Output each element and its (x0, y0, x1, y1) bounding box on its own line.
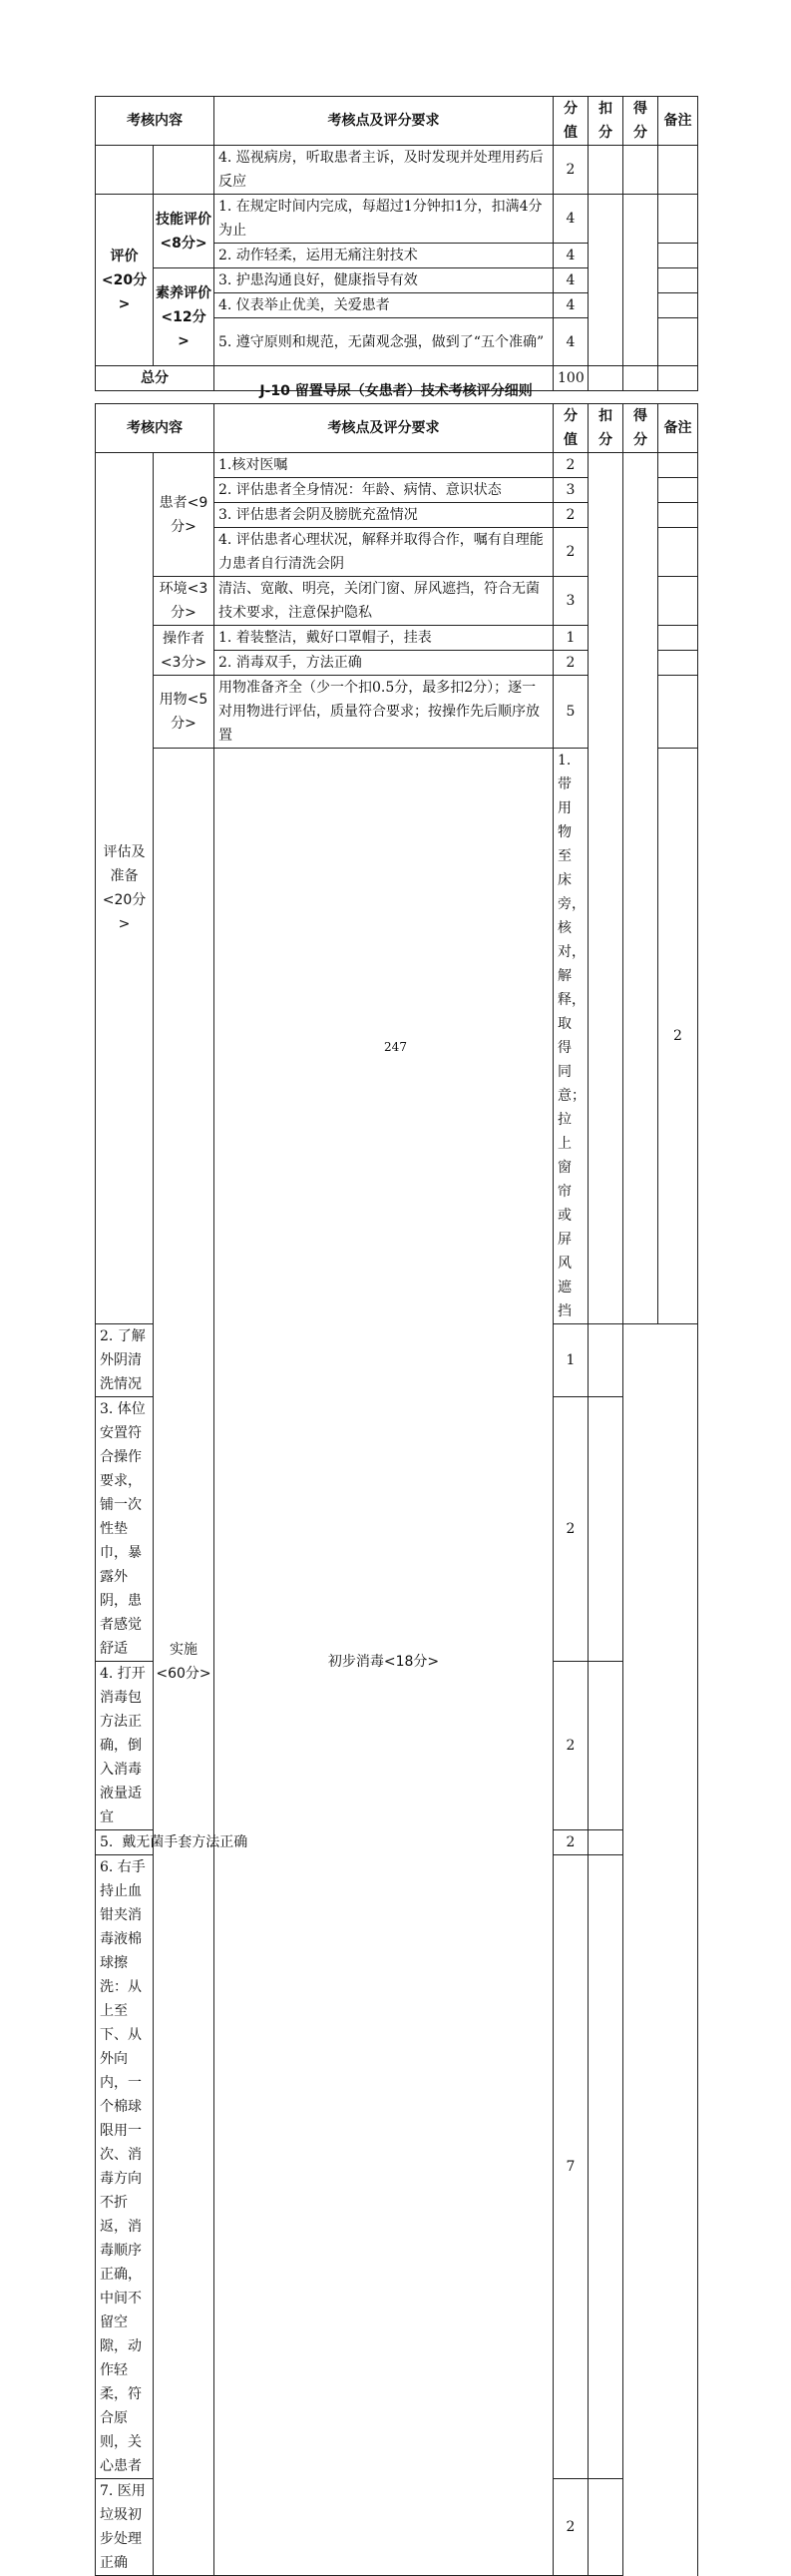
score-value: 4 (554, 268, 589, 293)
scoring-table (95, 403, 698, 2576)
score-value: 2 (658, 749, 698, 1324)
skill-group-label: 技能评价<8分> (154, 195, 214, 268)
requirement-text: 5. 遵守原则和规范，无菌观念强，做到了“五个准确” (214, 318, 554, 366)
requirement-text: 1. 着装整洁，戴好口罩帽子，挂表 (214, 626, 554, 651)
requirement-text: 4. 打开消毒包方法正确，倒入消毒液量适宜 (96, 1662, 154, 1830)
operator-group-label: 操作者<3分> (154, 626, 214, 676)
score-value: 2 (554, 1830, 589, 1855)
score-value: 1 (554, 626, 589, 651)
requirement-text: 6. 右手持止血钳夹消毒液棉球擦洗：从上至下、从外向内，一个棉球限用一次、消毒方向不折返，消毒顺序正确，中间不留空隙，动作轻柔，符合原则，关心患者 (96, 1855, 154, 2479)
header-deduct: 扣分 (589, 97, 623, 146)
requirement-text: 4. 评估患者心理状况，解释并取得合作，嘱有自理能力患者自行清洗会阴 (214, 528, 554, 577)
total-score: 100 (554, 366, 589, 391)
score-value: 4 (554, 244, 589, 268)
impl-group-label: 实施<60分> (154, 749, 214, 2576)
header-points: 考核点及评分要求 (214, 404, 554, 453)
prep-group-label: 评估及准备<20分> (96, 453, 154, 1324)
score-value: 2 (554, 1397, 589, 1662)
score-value: 2 (554, 528, 589, 577)
scoring-table-continued (95, 96, 698, 391)
score-value: 2 (554, 146, 589, 195)
requirement-text: 2. 了解外阴清洗情况 (96, 1324, 154, 1397)
requirement-text: 3. 体位安置符合操作要求，铺一次性垫巾，暴露外阴，患者感觉舒适 (96, 1397, 154, 1662)
score-value: 3 (554, 577, 589, 626)
header-deduct: 扣分 (589, 404, 623, 453)
requirement-text: 用物准备齐全（少一个扣0.5分，最多扣2分）；逐一对用物进行评估，质量符合要求；按操作先后顺序放置 (214, 676, 554, 749)
requirement-text: 4. 巡视病房，听取患者主诉，及时发现并处理用药后反应 (214, 146, 554, 195)
requirement-text: 清洁、宽敞、明亮，关闭门窗、屏风遮挡，符合无菌技术要求，注意保护隐私 (214, 577, 554, 626)
header-note: 备注 (658, 97, 698, 146)
header-score: 分值 (554, 97, 589, 146)
score-value: 1 (554, 1324, 589, 1397)
requirement-text: 2. 动作轻柔，运用无痛注射技术 (214, 244, 554, 268)
requirement-text: 3. 评估患者会阴及膀胱充盈情况 (214, 503, 554, 528)
requirement-text: 2. 消毒双手，方法正确 (214, 651, 554, 676)
score-value: 4 (554, 195, 589, 244)
score-value: 5 (554, 676, 589, 749)
score-value: 4 (554, 318, 589, 366)
score-value: 2 (554, 2479, 589, 2576)
score-value: 3 (554, 478, 589, 503)
score-value: 2 (554, 503, 589, 528)
score-value: 7 (554, 1855, 589, 2479)
env-group-label: 环境<3分> (154, 577, 214, 626)
supplies-group-label: 用物<5分> (154, 676, 214, 749)
score-value: 4 (554, 293, 589, 318)
requirement-text: 7. 医用垃圾初步处理正确 (96, 2479, 154, 2576)
score-value: 2 (554, 651, 589, 676)
header-got: 得分 (623, 404, 658, 453)
total-label: 总分 (96, 366, 214, 391)
header-content: 考核内容 (96, 404, 214, 453)
table-row (96, 146, 698, 195)
requirement-text: 4. 仪表举止优美，关爱患者 (214, 293, 554, 318)
requirement-text: 3. 护患沟通良好，健康指导有效 (214, 268, 554, 293)
requirement-text: 5. 戴无菌手套方法正确 (96, 1830, 154, 1855)
table-row (96, 453, 698, 478)
section-title: J-10 留置导尿（女患者）技术考核评分细则 (259, 383, 533, 399)
disinfect-group-label: 初步消毒<18分> (214, 749, 554, 2576)
table-header-row (96, 404, 698, 453)
header-got: 得分 (623, 97, 658, 146)
requirement-text: 1. 带用物至床旁，核对，解释，取得同意；拉上窗帘或屏风遮挡 (554, 749, 589, 1324)
requirement-text: 1.核对医嘱 (214, 453, 554, 478)
header-score: 分值 (554, 404, 589, 453)
score-value: 2 (554, 1662, 589, 1830)
requirement-text: 1. 在规定时间内完成，每超过1分钟扣1分，扣满4分为止 (214, 195, 554, 244)
header-points: 考核点及评分要求 (214, 97, 554, 146)
header-note: 备注 (658, 404, 698, 453)
table-row (96, 195, 698, 244)
table-header-row (96, 97, 698, 146)
header-content: 考核内容 (96, 97, 214, 146)
page-number: 247 (384, 1040, 407, 1054)
patient-group-label: 患者<9分> (154, 453, 214, 577)
eval-group-label: 评价<20分> (96, 195, 154, 366)
quality-group-label: 素养评价<12分> (154, 268, 214, 366)
score-value: 2 (554, 453, 589, 478)
requirement-text: 2. 评估患者全身情况：年龄、病情、意识状态 (214, 478, 554, 503)
